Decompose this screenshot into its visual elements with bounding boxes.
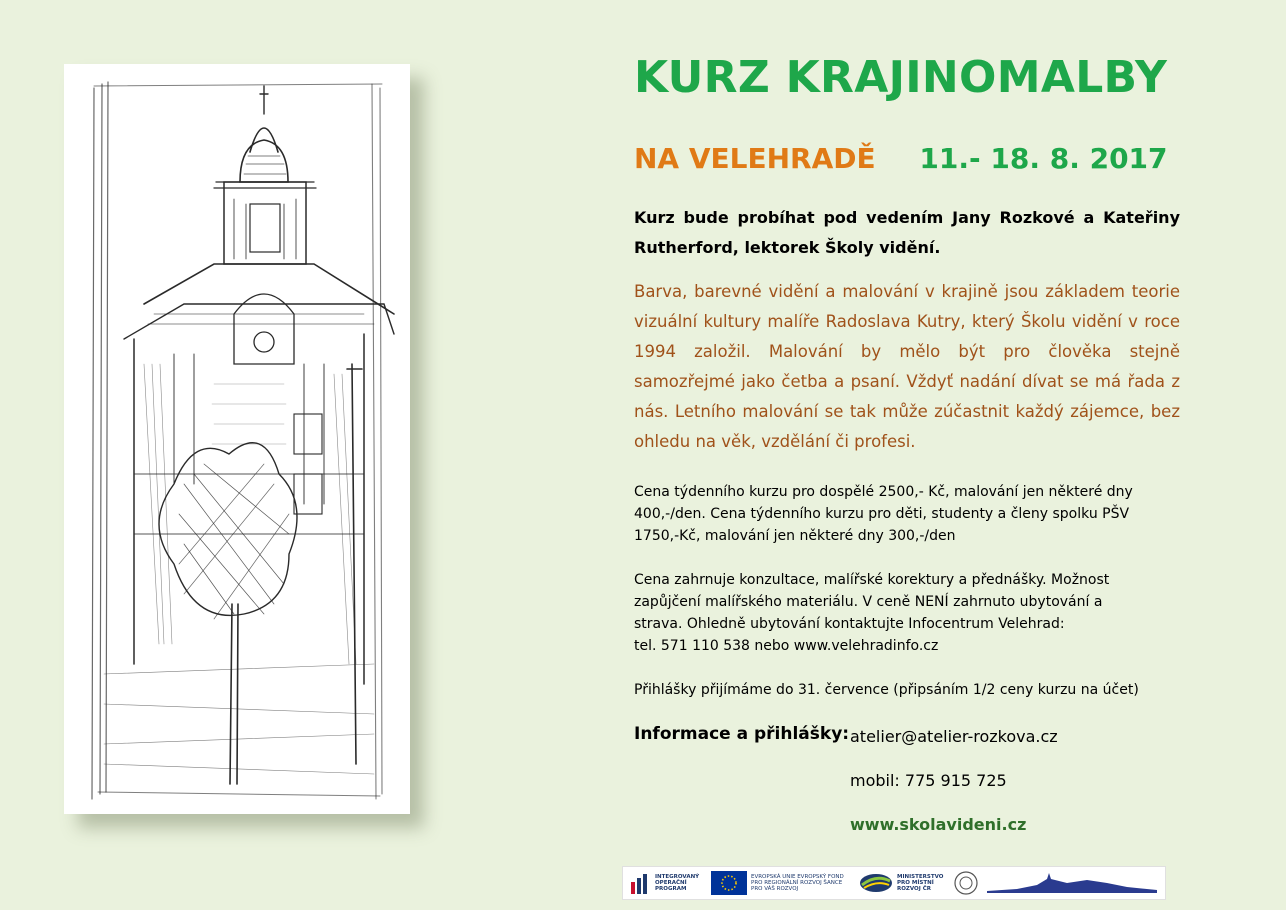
includes-line: Cena zahrnuje konzultace, malířské korektury a přednášky. Možnost xyxy=(634,572,1110,588)
includes-line: zapůjčení malířského materiálu. V ceně NENÍ zahrnuto ubytování a xyxy=(634,594,1103,610)
includes-line: tel. 571 110 538 nebo www.velehradinfo.cz xyxy=(634,638,939,654)
registration-deadline: Přihlášky přijímáme do 31. července (připsáním 1/2 ceny kurzu na účet) xyxy=(634,682,1139,698)
info-label: Informace a přihlášky: xyxy=(634,724,850,744)
course-description: Barva, barevné vidění a malování v krajině jsou základem teorie vizuální kultury malíře Radoslava Kutry, který Školu vidění v roce 1994 založil. Malování by mělo být pro člověka stejně samozřejmé jako četba a psaní. Vždyť nadání dívat se má řada z nás. Letního malování se tak může zúčastnit každý zájemce, bez ohledu na věk, vzdělání či profesi. xyxy=(634,282,1180,451)
velehrad-silhouette-logo xyxy=(987,871,1157,895)
church-sketch-drawing xyxy=(64,64,410,814)
course-includes xyxy=(634,569,1180,657)
mmr-swoosh-icon xyxy=(859,872,893,894)
course-location: NA VELEHRADĚ xyxy=(634,142,876,175)
mmr-logo xyxy=(859,872,945,894)
iop-bars-icon xyxy=(629,872,651,894)
contact-email[interactable]: atelier@atelier-rozkova.cz xyxy=(850,727,1058,746)
poster-subtitle xyxy=(634,142,1168,175)
poster-title: KURZ KRAJINOMALBY xyxy=(634,52,1168,103)
sponsor-logos-strip xyxy=(622,866,1166,900)
includes-line: strava. Ohledně ubytování kontaktujte Infocentrum Velehrad: xyxy=(634,616,1065,632)
iop-logo-text: INTEGROVANÝ OPERAČNÍ PROGRAM xyxy=(655,874,700,892)
contact-mobile: mobil: 775 915 725 xyxy=(850,771,1007,790)
eu-flag-icon xyxy=(711,871,747,895)
iop-logo xyxy=(629,872,703,894)
municipal-seal-icon xyxy=(953,870,979,896)
course-price xyxy=(634,481,1180,547)
eu-logo xyxy=(711,871,851,895)
course-dates: 11.- 18. 8. 2017 xyxy=(919,142,1168,175)
mmr-logo-text: MINISTERSTVO PRO MÍSTNÍ ROZVOJ ČR xyxy=(897,874,944,892)
eu-logo-text: EVROPSKÁ UNIE EVROPSKÝ FOND PRO REGIONÁLNÍ ROZVOJ ŠANCE PRO VÁŠ ROZVOJ xyxy=(751,874,844,892)
price-line: 400,-/den. Cena týdenního kurzu pro děti, studenty a členy spolku PŠV xyxy=(634,506,1130,522)
price-line: Cena týdenního kurzu pro dospělé 2500,- Kč, malování jen některé dny xyxy=(634,484,1133,500)
church-sketch-illustration xyxy=(64,64,410,814)
website-link[interactable]: www.skolavideni.cz xyxy=(850,815,1027,834)
course-lecturers: Kurz bude probíhat pod vedením Jany Rozkové a Kateřiny Rutherford, lektorek Školy vidění. xyxy=(634,208,1180,257)
price-line: 1750,-Kč, malování jen některé dny 300,-/den xyxy=(634,528,956,544)
